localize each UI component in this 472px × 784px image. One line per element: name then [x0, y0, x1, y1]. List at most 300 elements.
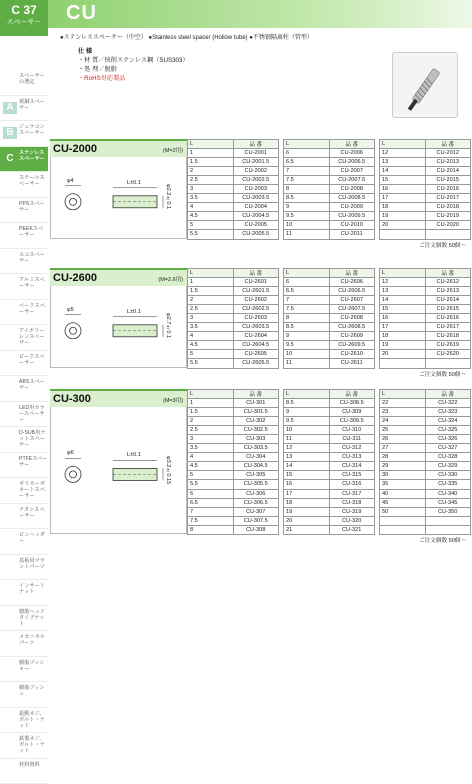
header-part-no: 品 番: [425, 269, 471, 278]
length-cell: 2: [188, 167, 234, 176]
table-row: [380, 176, 471, 185]
part-number-cell: CU-2609: [329, 332, 375, 341]
length-cell: 21: [284, 525, 330, 534]
length-cell: [380, 516, 426, 525]
sidebar-letter: [3, 459, 17, 471]
page-title: CU: [66, 2, 97, 25]
sidebar-item-label: ピンヘッダー: [19, 532, 45, 544]
length-cell: 9: [284, 332, 330, 341]
sidebar-letter: C: [3, 153, 17, 165]
table-row: [188, 296, 279, 305]
length-label: L±0.1: [127, 180, 141, 186]
table-row: [284, 350, 375, 359]
sidebar-item-label: 鉄製ネジ、ボルト・ナット: [19, 736, 45, 754]
table-row: [284, 230, 375, 239]
length-cell: 11: [284, 359, 330, 368]
table-row: [380, 489, 471, 498]
length-cell: 15: [380, 305, 426, 314]
length-cell: 13: [380, 158, 426, 167]
sidebar-item[interactable]: [0, 504, 48, 530]
length-cell: 15: [380, 176, 426, 185]
inner-diameter-label: φ2.2±0.1: [165, 184, 171, 209]
sidebar-item-label: メカニカルパーツ: [19, 634, 45, 646]
table-row: [188, 507, 279, 516]
length-cell: [380, 359, 426, 368]
product-subtitle: ●ステンレススペーサー（中空） ●Stainless steel spacer (Hollow tube) ●不锈钢隔离柱（管型）: [60, 32, 313, 41]
dimension-drawing: [50, 157, 187, 239]
table-row: [380, 408, 471, 417]
part-number-cell: CU-2603: [233, 314, 279, 323]
table-row: [188, 341, 279, 350]
table-row: [284, 185, 375, 194]
product-section: [50, 389, 470, 546]
spec-heading: 仕 様: [78, 47, 189, 56]
table-row: [284, 462, 375, 471]
header-part-no: 品 番: [329, 140, 375, 149]
table-row: [380, 212, 471, 221]
length-cell: 5: [188, 221, 234, 230]
sidebar-item[interactable]: [0, 70, 48, 96]
length-cell: 12: [380, 149, 426, 158]
part-number-cell: CU-2607: [329, 296, 375, 305]
part-number-cell: CU-2618: [425, 332, 471, 341]
length-cell: 12: [380, 278, 426, 287]
table-row: [284, 278, 375, 287]
length-cell: 7.5: [284, 176, 330, 185]
table-row: [188, 212, 279, 221]
table-row: [284, 194, 375, 203]
length-cell: 22: [380, 399, 426, 408]
part-number-cell: CU-2004.5: [233, 212, 279, 221]
sidebar-letter: [3, 433, 17, 445]
table-row: [284, 314, 375, 323]
sidebar-letter: [3, 765, 17, 777]
sidebar-item[interactable]: [0, 376, 48, 402]
sidebar-letter: [3, 484, 17, 496]
table-row: [188, 489, 279, 498]
length-cell: 6.5: [284, 158, 330, 167]
sidebar-item[interactable]: [0, 580, 48, 606]
part-number-cell: [425, 230, 471, 239]
minimum-order-note: ご注文個数 50個〜: [419, 241, 466, 249]
length-cell: 40: [380, 489, 426, 498]
table-row: [284, 426, 375, 435]
part-table: [379, 389, 471, 535]
length-cell: 19: [380, 212, 426, 221]
header-length: L: [284, 390, 330, 399]
table-row: [380, 305, 471, 314]
length-cell: 1.5: [188, 287, 234, 296]
length-cell: 8.5: [284, 194, 330, 203]
header-length: L: [188, 390, 234, 399]
sidebar-letter: [3, 306, 17, 318]
part-number-cell: CU-2002: [233, 167, 279, 176]
length-cell: 7: [284, 296, 330, 305]
table-row: [284, 507, 375, 516]
page-number: C 37: [0, 0, 48, 18]
part-number-cell: CU-2612: [425, 278, 471, 287]
sidebar-item[interactable]: [0, 325, 48, 351]
section-name: CU-300: [53, 393, 91, 405]
table-row: [380, 525, 471, 534]
length-cell: 3.5: [188, 444, 234, 453]
length-cell: 19: [284, 507, 330, 516]
sidebar-item-label: 樹脂ヘッドタイプナット: [19, 609, 45, 627]
sidebar-item[interactable]: [0, 478, 48, 504]
length-cell: 5.5: [188, 480, 234, 489]
length-cell: 15: [284, 471, 330, 480]
length-cell: 3: [188, 185, 234, 194]
sidebar-item-label: PPSスペーサー: [19, 201, 45, 213]
table-row: [188, 203, 279, 212]
sidebar-item-label: PEEKスペーサー: [19, 226, 43, 238]
part-number-cell: CU-2607.5: [329, 305, 375, 314]
product-section: [50, 268, 470, 380]
spec-rohs: ・RoHS対応製品: [78, 74, 189, 83]
sidebar-item[interactable]: [0, 300, 48, 326]
length-cell: 19: [380, 341, 426, 350]
length-cell: 14: [380, 167, 426, 176]
part-number-cell: CU-2003.5: [233, 194, 279, 203]
part-number-cell: CU-303: [233, 435, 279, 444]
part-number-cell: CU-2613: [425, 287, 471, 296]
sidebar-item[interactable]: [0, 198, 48, 224]
part-number-cell: CU-311: [329, 435, 375, 444]
table-row: [284, 296, 375, 305]
sidebar-item[interactable]: [0, 708, 48, 734]
length-cell: 28: [380, 453, 426, 462]
part-number-cell: CU-2009.5: [329, 212, 375, 221]
sidebar-letter: [3, 510, 17, 522]
length-cell: 16: [380, 314, 426, 323]
sidebar-item[interactable]: [0, 631, 48, 657]
length-cell: 18: [284, 498, 330, 507]
length-cell: 27: [380, 444, 426, 453]
sidebar-item[interactable]: [0, 223, 48, 249]
sidebar-item[interactable]: [0, 657, 48, 683]
sidebar-item-label: ベークスペーサー: [19, 303, 45, 315]
length-cell: 11: [284, 230, 330, 239]
table-row: [188, 305, 279, 314]
table-row: [380, 435, 471, 444]
sidebar-item-label: アルミスペーサー: [19, 277, 45, 289]
table-row: [380, 399, 471, 408]
length-cell: 1.5: [188, 408, 234, 417]
table-row: [380, 158, 471, 167]
table-row: [188, 444, 279, 453]
length-cell: 4.5: [188, 462, 234, 471]
header-length: L: [380, 269, 426, 278]
sidebar-item-label: ジュラコンスペーサー: [19, 124, 45, 136]
dimension-drawing: [50, 286, 187, 368]
sidebar-item[interactable]: [0, 682, 48, 708]
part-number-cell: CU-310: [329, 426, 375, 435]
length-label: L±0.1: [127, 452, 141, 458]
table-row: [188, 408, 279, 417]
table-header-row: [380, 390, 471, 399]
sidebar-item-label: 樹脂ブッシュ: [19, 685, 45, 697]
length-cell: 17: [284, 489, 330, 498]
length-cell: 20: [380, 221, 426, 230]
table-header-row: [188, 140, 279, 149]
part-number-cell: CU-2615: [425, 305, 471, 314]
part-number-cell: CU-2606.5: [329, 287, 375, 296]
part-number-cell: CU-2008: [329, 185, 375, 194]
table-row: [284, 203, 375, 212]
sidebar-item[interactable]: [0, 529, 48, 555]
length-cell: 20: [380, 350, 426, 359]
sidebar-item[interactable]: [0, 274, 48, 300]
part-number-cell: CU-327: [425, 444, 471, 453]
length-cell: 2: [188, 296, 234, 305]
part-number-cell: CU-304.5: [233, 462, 279, 471]
minimum-order-note: ご注文個数 50個〜: [419, 536, 466, 544]
sidebar-letter: [3, 612, 17, 624]
table-row: [284, 399, 375, 408]
sidebar-letter: [3, 663, 17, 675]
length-cell: 11: [284, 435, 330, 444]
part-number-cell: CU-318: [329, 498, 375, 507]
part-number-cell: CU-2616: [425, 314, 471, 323]
sidebar-item-label: 黄銅スペーサー: [19, 99, 45, 111]
length-cell: 23: [380, 408, 426, 417]
table-row: [380, 278, 471, 287]
table-row: [188, 471, 279, 480]
header-part-no: 品 番: [425, 390, 471, 399]
part-number-cell: CU-2619: [425, 341, 471, 350]
length-cell: 24: [380, 417, 426, 426]
part-number-cell: CU-308.5: [329, 399, 375, 408]
section-header: [50, 268, 187, 286]
table-row: [188, 176, 279, 185]
part-table: [283, 139, 375, 240]
table-header-row: [188, 390, 279, 399]
sidebar-item-label: PTFEスペーサー: [19, 456, 48, 468]
sidebar-item[interactable]: [0, 172, 48, 198]
sidebar-item-label: ABSスペーサー: [19, 379, 45, 391]
length-cell: 5.5: [188, 230, 234, 239]
part-number-cell: CU-2610: [329, 350, 375, 359]
part-number-cell: CU-320: [329, 516, 375, 525]
part-number-cell: CU-325: [425, 426, 471, 435]
section-name: CU-2600: [53, 272, 97, 284]
table-row: [284, 444, 375, 453]
length-cell: 2.5: [188, 426, 234, 435]
sidebar-item-label: ステンレススペーサー: [19, 150, 45, 162]
length-cell: 20: [284, 516, 330, 525]
part-number-cell: CU-323: [425, 408, 471, 417]
outer-diameter-label: φ4: [67, 178, 74, 184]
length-cell: 9.5: [284, 417, 330, 426]
sidebar-item[interactable]: [0, 147, 48, 173]
table-row: [380, 185, 471, 194]
sidebar-item-label: スチールスペーサー: [19, 175, 45, 187]
product-photo: [392, 52, 458, 118]
part-number-cell: CU-2601.5: [233, 287, 279, 296]
part-number-cell: CU-2018: [425, 203, 471, 212]
table-row: [188, 149, 279, 158]
part-number-cell: CU-302: [233, 417, 279, 426]
part-number-cell: CU-2006.5: [329, 158, 375, 167]
table-row: [188, 323, 279, 332]
part-number-cell: CU-2007: [329, 167, 375, 176]
section-header: [50, 389, 187, 407]
length-cell: 16: [284, 480, 330, 489]
sidebar-item[interactable]: [0, 733, 48, 759]
length-cell: 14: [284, 462, 330, 471]
sidebar-letter: [3, 178, 17, 190]
length-cell: 2: [188, 417, 234, 426]
length-cell: [380, 525, 426, 534]
table-row: [284, 471, 375, 480]
sidebar-letter: [3, 637, 17, 649]
part-number-cell: CU-326: [425, 435, 471, 444]
table-header-row: [188, 269, 279, 278]
part-number-cell: CU-2608: [329, 314, 375, 323]
sidebar-item[interactable]: [0, 402, 48, 428]
sidebar-item[interactable]: [0, 121, 48, 147]
part-number-cell: CU-2020: [425, 221, 471, 230]
table-row: [188, 194, 279, 203]
sidebar-letter: [3, 688, 17, 700]
table-row: [284, 158, 375, 167]
table-row: [188, 158, 279, 167]
table-row: [284, 341, 375, 350]
part-number-cell: [425, 525, 471, 534]
sidebar-item[interactable]: [0, 759, 48, 784]
product-section: [50, 139, 470, 251]
length-cell: 30: [380, 471, 426, 480]
length-cell: 7: [188, 507, 234, 516]
sidebar-item[interactable]: [0, 606, 48, 632]
length-cell: 8: [284, 185, 330, 194]
table-row: [284, 417, 375, 426]
part-number-cell: CU-2006: [329, 149, 375, 158]
table-row: [284, 359, 375, 368]
length-cell: 2.5: [188, 305, 234, 314]
table-row: [380, 498, 471, 507]
screw-spacer-image: [393, 53, 459, 119]
table-row: [188, 287, 279, 296]
part-number-cell: CU-306.5: [233, 498, 279, 507]
sidebar-item[interactable]: [0, 555, 48, 581]
table-row: [188, 332, 279, 341]
table-row: [188, 426, 279, 435]
table-row: [188, 221, 279, 230]
length-cell: 4: [188, 453, 234, 462]
sidebar-item[interactable]: [0, 427, 48, 453]
length-cell: 6: [188, 489, 234, 498]
header-length: L: [188, 269, 234, 278]
table-row: [188, 230, 279, 239]
table-header-row: [284, 269, 375, 278]
section-name: CU-2000: [53, 143, 97, 155]
part-number-cell: CU-305.5: [233, 480, 279, 489]
sidebar-item-label: 樹脂プッシャー: [19, 660, 45, 672]
part-table: [283, 268, 375, 369]
length-cell: 9: [284, 408, 330, 417]
part-number-cell: CU-2011: [329, 230, 375, 239]
header-part-no: 品 番: [233, 140, 279, 149]
table-row: [284, 525, 375, 534]
length-cell: 45: [380, 498, 426, 507]
table-row: [188, 435, 279, 444]
table-row: [188, 453, 279, 462]
part-number-cell: CU-322: [425, 399, 471, 408]
part-number-cell: CU-2602: [233, 296, 279, 305]
part-number-cell: CU-2013: [425, 158, 471, 167]
part-table: [379, 139, 471, 240]
sidebar-item[interactable]: [0, 96, 48, 122]
sidebar-item-label: ポリカーボネートスペーサー: [19, 481, 45, 499]
table-row: [188, 350, 279, 359]
part-number-cell: CU-307: [233, 507, 279, 516]
table-row: [380, 194, 471, 203]
table-row: [188, 462, 279, 471]
part-number-cell: CU-2008.5: [329, 194, 375, 203]
header-length: L: [284, 140, 330, 149]
part-number-cell: CU-2016: [425, 185, 471, 194]
length-cell: 4: [188, 203, 234, 212]
table-row: [284, 516, 375, 525]
length-cell: 6: [284, 278, 330, 287]
table-row: [284, 489, 375, 498]
part-number-cell: CU-345: [425, 498, 471, 507]
header-part-no: 品 番: [329, 269, 375, 278]
part-number-cell: CU-305: [233, 471, 279, 480]
sidebar-item-label: D-SUB用ナットスペーサー: [19, 430, 46, 448]
sidebar-item[interactable]: [0, 351, 48, 377]
table-row: [188, 314, 279, 323]
sidebar-item-label: チタンスペーサー: [19, 507, 45, 519]
length-cell: 8.5: [284, 323, 330, 332]
length-cell: 3.5: [188, 323, 234, 332]
length-cell: 16: [380, 185, 426, 194]
header-part-no: 品 番: [233, 390, 279, 399]
sidebar-letter: [3, 331, 17, 343]
sidebar-item[interactable]: [0, 249, 48, 275]
length-cell: 1: [188, 399, 234, 408]
table-row: [380, 149, 471, 158]
table-row: [380, 471, 471, 480]
part-number-cell: CU-330: [425, 471, 471, 480]
table-row: [380, 507, 471, 516]
part-number-cell: [425, 516, 471, 525]
table-row: [380, 221, 471, 230]
sidebar-item[interactable]: [0, 453, 48, 479]
part-number-cell: CU-309: [329, 408, 375, 417]
part-table: [187, 139, 279, 240]
part-table: [379, 268, 471, 369]
length-cell: 9.5: [284, 341, 330, 350]
sidebar-item-label: エコスペーサー: [19, 252, 45, 264]
table-row: [188, 417, 279, 426]
part-number-cell: CU-2603.5: [233, 323, 279, 332]
title-bar: [48, 0, 472, 28]
part-number-cell: CU-2605: [233, 350, 279, 359]
table-row: [380, 167, 471, 176]
length-cell: 1.5: [188, 158, 234, 167]
table-row: [284, 435, 375, 444]
sidebar-letter: [3, 561, 17, 573]
length-cell: 35: [380, 480, 426, 489]
header-length: L: [380, 390, 426, 399]
table-row: [284, 498, 375, 507]
table-row: [284, 408, 375, 417]
part-number-cell: CU-312: [329, 444, 375, 453]
page-number-tab: [0, 0, 48, 36]
length-cell: 8: [188, 525, 234, 534]
